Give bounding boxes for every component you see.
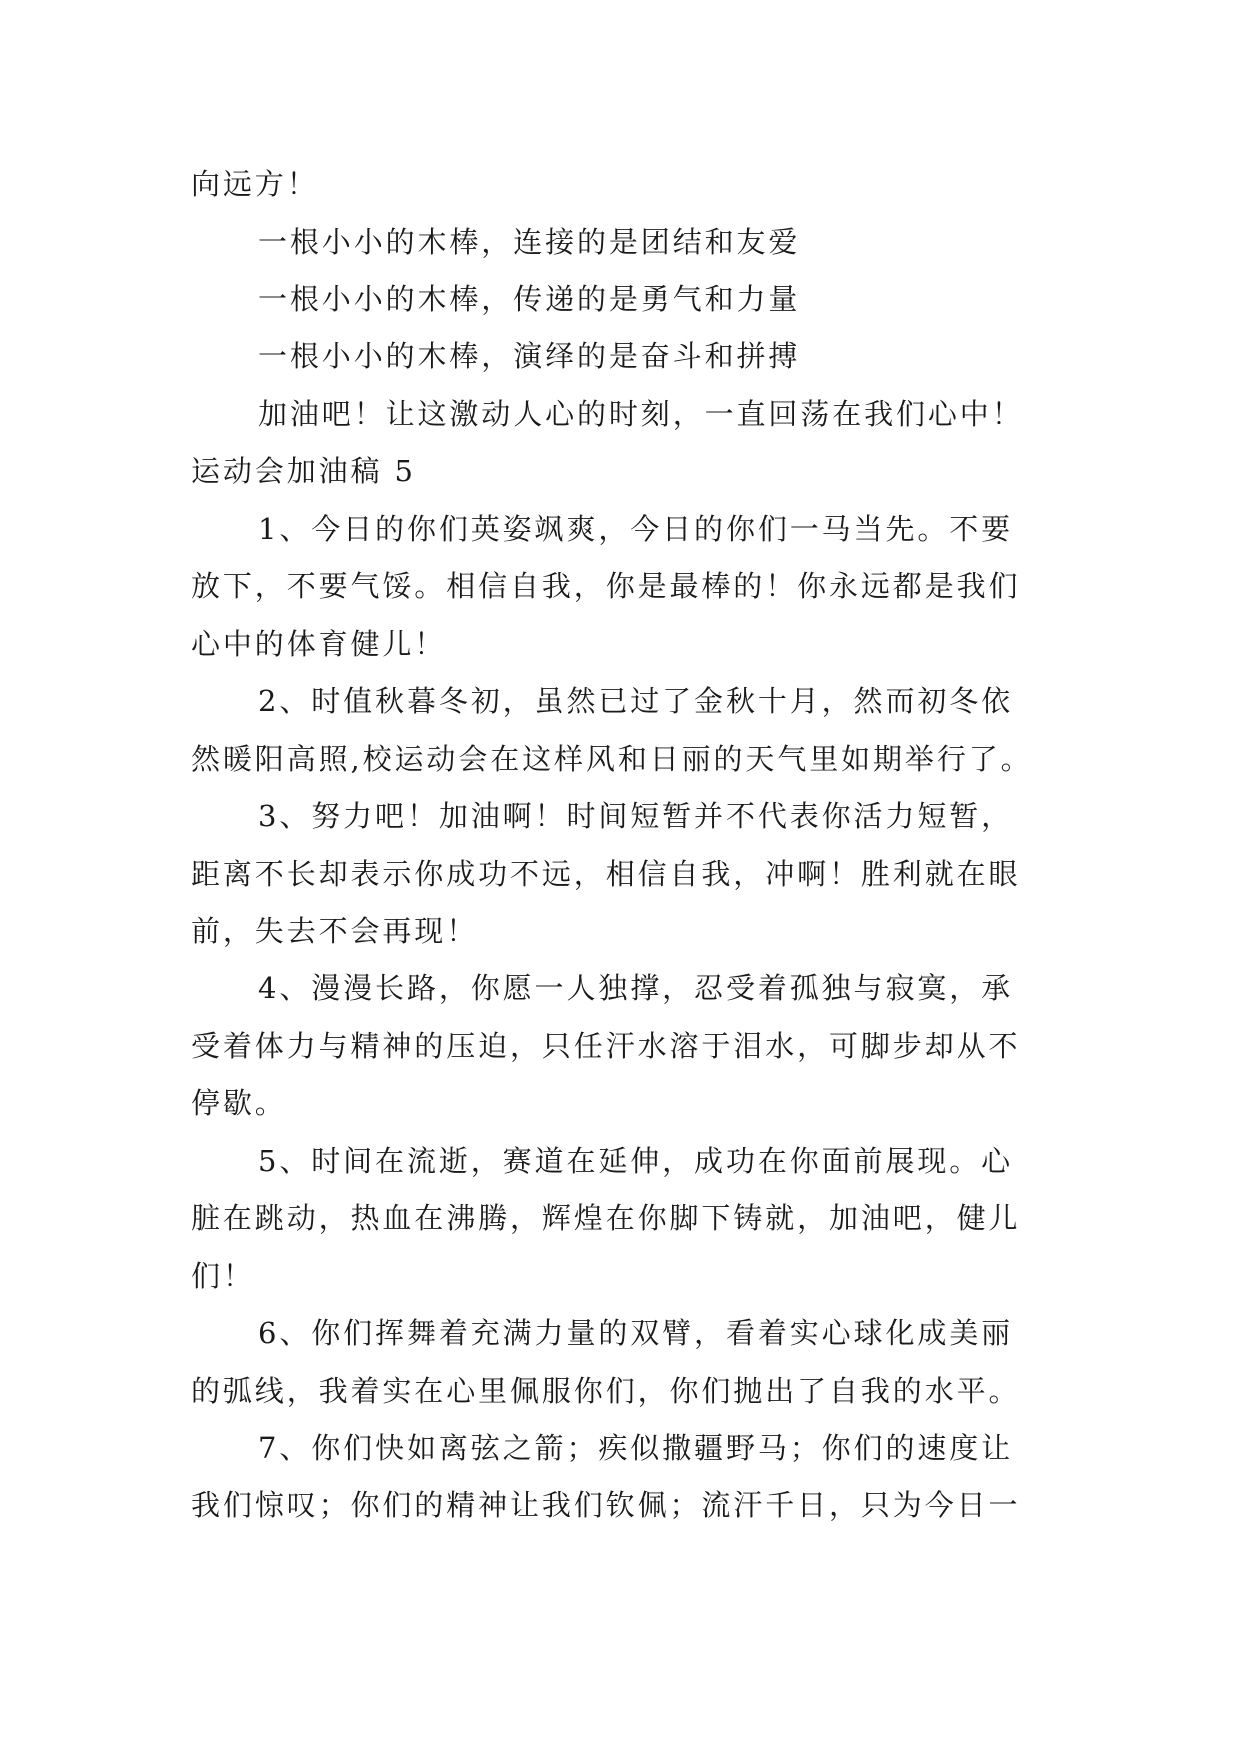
text-line: 一根小小的木棒，连接的是团结和友爱 [258, 225, 801, 259]
text-line: 向远方！ [191, 167, 319, 201]
text-line: 心中的体育健儿！ [191, 627, 447, 661]
text-line: 前，失去不会再现！ [191, 914, 479, 948]
text-line: 距离不长却表示你成功不远，相信自我，冲啊！胜利就在眼 [191, 857, 1021, 891]
text-line: 4、漫漫长路，你愿一人独撑，忍受着孤独与寂寞，承 [258, 971, 1014, 1005]
text-line: 然暖阳高照,校运动会在这样风和日丽的天气里如期举行了。 [191, 742, 1033, 776]
text-line: 一根小小的木棒，演绎的是奋斗和拼搏 [258, 339, 801, 373]
text-line: 脏在跳动，热血在沸腾，辉煌在你脚下铸就，加油吧，健儿 [191, 1201, 1021, 1235]
text-line: 2、时值秋暮冬初，虽然已过了金秋十月，然而初冬依 [258, 684, 1014, 718]
text-line: 我们惊叹；你们的精神让我们钦佩；流汗千日，只为今日一 [191, 1488, 1021, 1522]
text-line: 们！ [191, 1259, 255, 1293]
text-line: 7、你们快如离弦之箭；疾似撒疆野马；你们的速度让 [258, 1431, 1014, 1465]
text-line: 加油吧！让这激动人心的时刻，一直回荡在我们心中！ [258, 397, 1024, 431]
text-line: 停歇。 [191, 1086, 287, 1120]
section-heading: 运动会加油稿 5 [191, 454, 416, 488]
text-line: 放下，不要气馁。相信自我，你是最棒的！你永远都是我们 [191, 569, 1021, 603]
text-line: 受着体力与精神的压迫，只任汗水溶于泪水，可脚步却从不 [191, 1029, 1021, 1063]
text-line: 的弧线，我着实在心里佩服你们，你们抛出了自我的水平。 [191, 1374, 1021, 1408]
text-line: 5、时间在流逝，赛道在延伸，成功在你面前展现。心 [258, 1144, 1014, 1178]
text-line: 3、努力吧！加油啊！时间短暂并不代表你活力短暂， [258, 799, 1014, 833]
text-line: 一根小小的木棒，传递的是勇气和力量 [258, 282, 801, 316]
text-line: 1、今日的你们英姿飒爽，今日的你们一马当先。不要 [258, 512, 1014, 546]
text-line: 6、你们挥舞着充满力量的双臂，看着实心球化成美丽 [258, 1316, 1014, 1350]
